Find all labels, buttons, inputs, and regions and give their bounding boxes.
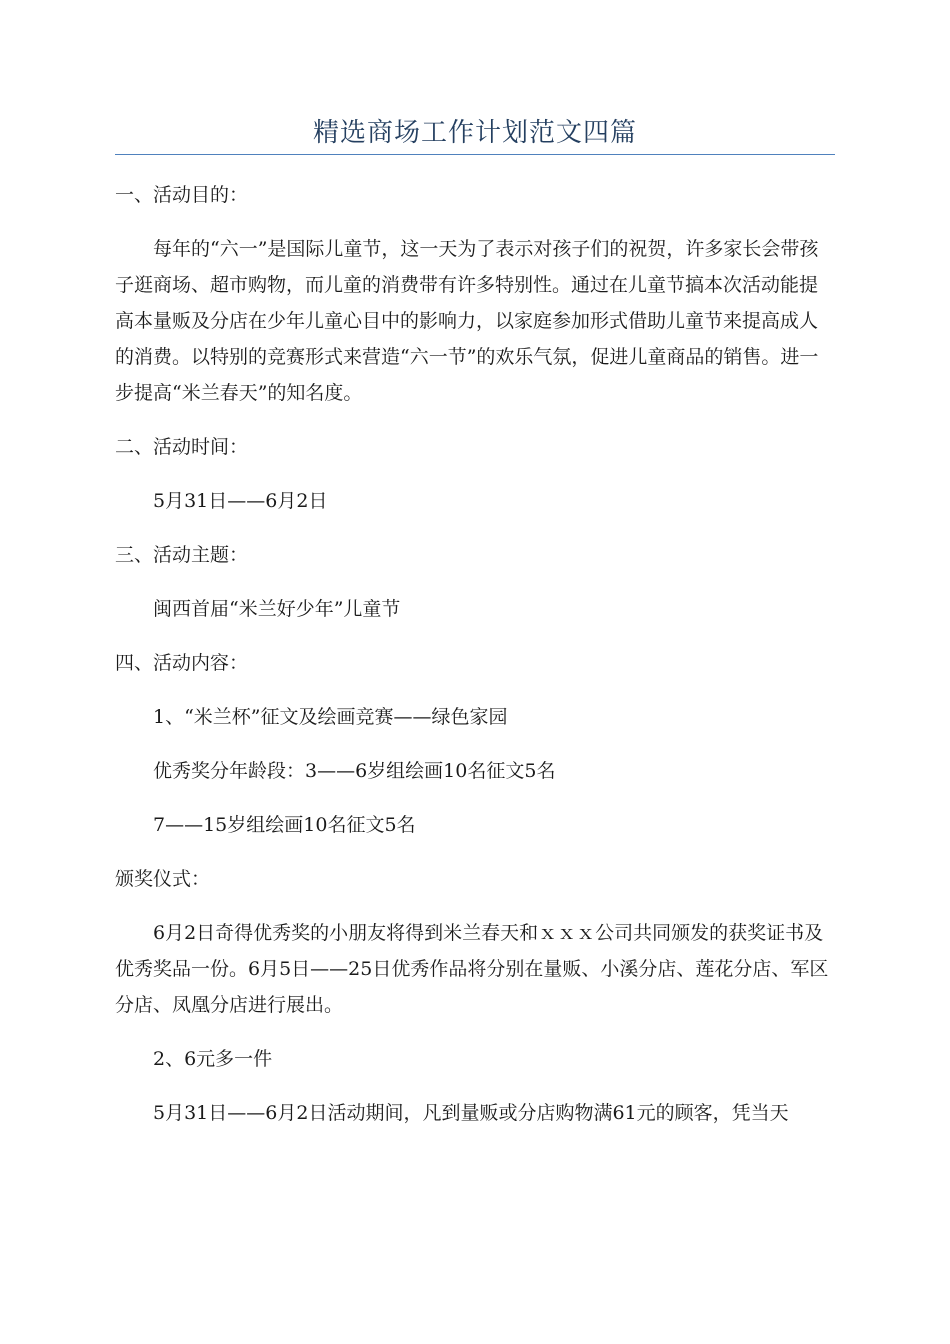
section-heading-time: 二、活动时间： bbox=[115, 436, 249, 458]
document-title: 精选商场工作计划范文四篇 bbox=[312, 118, 637, 148]
paragraph-item-2: 5月31日——6月2日活动期间，凡到量贩或分店购物满61元的顾客，凭当天 bbox=[153, 1102, 789, 1124]
award-age-line-2: 7——15岁组绘画10名征文5名 bbox=[153, 814, 416, 836]
section-heading-theme: 三、活动主题： bbox=[115, 544, 249, 566]
paragraph-purpose: 每年的“六一”是国际儿童节，这一天为了表示对孩子们的祝贺，许多家长会带孩子逛商场、超市购物，而儿童的消费带有许多特别性。通过在儿童节搞本次活动能提高本量贩及分店在少年儿童心目中的影响力，以家庭参加形式借助儿童节来提高成人的消费。以特别的竞赛形式来营造“六一节”的欢乐气氛，促进儿童商品的销售。进一步提高“米兰春天”的知名度。 bbox=[115, 238, 819, 404]
paragraph-time: 5月31日——6月2日 bbox=[153, 490, 328, 512]
document-body bbox=[115, 177, 835, 1131]
title-underline bbox=[115, 154, 835, 155]
paragraph-ceremony: 6月2日奇得优秀奖的小朋友将得到米兰春天和ｘｘｘ公司共同颁发的获奖证书及优秀奖品一份。6月5日——25日优秀作品将分别在量贩、小溪分店、莲花分店、军区分店、凤凰分店进行展出。 bbox=[115, 922, 829, 1016]
content-item-2: 2、6元多一件 bbox=[153, 1048, 273, 1070]
content-item-1: 1、“米兰杯”征文及绘画竞赛——绿色家园 bbox=[153, 706, 508, 728]
ceremony-heading: 颁奖仪式： bbox=[115, 868, 211, 890]
section-heading-content: 四、活动内容： bbox=[115, 652, 249, 674]
paragraph-theme: 闽西首届“米兰好少年”儿童节 bbox=[153, 598, 401, 620]
section-heading-purpose: 一、活动目的： bbox=[115, 184, 249, 206]
award-age-line-1: 优秀奖分年龄段：3——6岁组绘画10名征文5名 bbox=[153, 760, 556, 782]
